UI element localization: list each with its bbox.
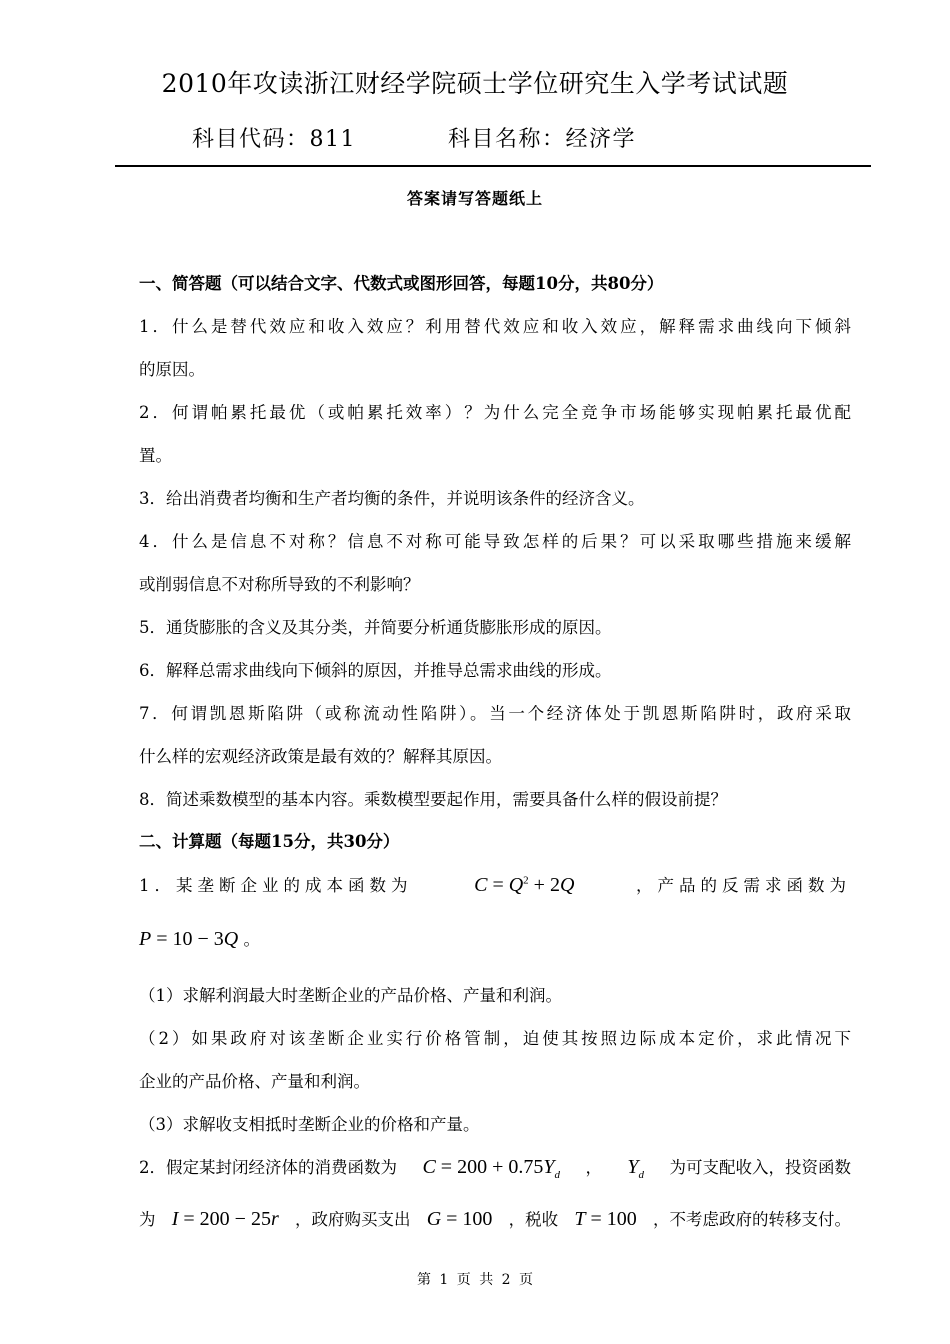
question-8: 8．简述乘数模型的基本内容。乘数模型要起作用，需要具备什么样的假设前提？ — [139, 790, 727, 809]
calc-2-line2 — [139, 1206, 851, 1231]
calc-2-mid2: 为可支配收入，投资函数 — [669, 1158, 851, 1177]
calc-1-sub1: （1）求解利润最大时垄断企业的产品价格、产量和利润。 — [139, 986, 562, 1005]
footer-prefix: 第 — [416, 1272, 431, 1288]
calc-2-l2-a: 为 — [139, 1210, 156, 1229]
calc-2-l2-b: ，政府购买支出 — [294, 1210, 411, 1229]
calc-1-mid: ，产品的反需求函数为 — [636, 876, 851, 895]
question-2-line2: 置。 — [139, 446, 172, 465]
calc-1-line1 — [139, 872, 851, 897]
section1-heading: 一、简答题（可以结合文字、代数式或图形回答，每题10分，共80分） — [139, 274, 664, 293]
inverse-demand-formula: P = 10 − 3Q — [139, 928, 239, 950]
question-1-line1: 1．什么是替代效应和收入效应？利用替代效应和收入效应，解释需求曲线向下倾斜 — [139, 317, 851, 336]
question-4-line1: 4．什么是信息不对称？信息不对称可能导致怎样的后果？可以采取哪些措施来缓解 — [139, 532, 851, 551]
footer-total-prefix: 共 — [479, 1272, 494, 1288]
calc-2-mid1: ， — [585, 1158, 602, 1177]
page-footer — [0, 1269, 950, 1289]
footer-total-pages: 2 — [501, 1272, 511, 1288]
question-5: 5．通货膨胀的含义及其分类，并简要分析通货膨胀形成的原因。 — [139, 618, 612, 637]
subject-name: 科目名称：经济学 — [448, 127, 637, 152]
footer-page-label: 页 — [456, 1272, 471, 1288]
question-1-line2: 的原因。 — [139, 360, 205, 379]
question-7-line2: 什么样的宏观经济政策是最有效的？解释其原因。 — [139, 747, 502, 766]
calc-1-end: 。 — [243, 930, 260, 949]
question-3: 3．给出消费者均衡和生产者均衡的条件，并说明该条件的经济含义。 — [139, 489, 645, 508]
question-2-line1: 2．何谓帕累托最优（或帕累托效率）？为什么完全竞争市场能够实现帕累托最优配 — [139, 403, 851, 422]
question-7-line1: 7．何谓凯恩斯陷阱（或称流动性陷阱）。当一个经济体处于凯恩斯陷阱时，政府采取 — [139, 704, 851, 723]
answer-instruction: 答案请写答题纸上 — [406, 189, 543, 208]
question-6: 6．解释总需求曲线向下倾斜的原因，并推导总需求曲线的形成。 — [139, 661, 612, 680]
calc-1-sub3: （3）求解收支相抵时垄断企业的价格和产量。 — [139, 1115, 480, 1134]
calc-1-line2 — [139, 926, 260, 951]
consumption-function-formula: $C = 200 + 0.75Y_d$ — [422, 1156, 560, 1181]
calc-1-sub2-line1: （2）如果政府对该垄断企业实行价格管制，迫使其按照边际成本定价，求此情况下 — [139, 1029, 851, 1048]
calc-1-sub2-line2: 企业的产品价格、产量和利润。 — [139, 1072, 370, 1091]
calc-2-prefix: 2．假定某封闭经济体的消费函数为 — [139, 1158, 397, 1177]
calc-2-line1 — [139, 1154, 851, 1181]
section2-heading: 二、计算题（每题15分，共30分） — [139, 832, 400, 851]
footer-page-number: 1 — [439, 1272, 449, 1288]
calc-2-l2-c: ，税收 — [508, 1210, 559, 1229]
question-4-line2: 或削弱信息不对称所导致的不利影响？ — [139, 575, 420, 594]
header-divider — [115, 165, 871, 167]
disposable-income-symbol: $Y_d$ — [627, 1156, 645, 1181]
page-title: 2010年攻读浙江财经学院硕士学位研究生入学考试试题 — [161, 69, 789, 98]
investment-function-formula: I = 200 − 25r — [171, 1208, 279, 1230]
cost-function-formula: $C = Q^2 + 2Q$ — [474, 874, 575, 896]
calc-1-prefix: 1．某垄断企业的成本函数为 — [139, 876, 413, 895]
tax-formula: T = 100 — [574, 1208, 637, 1230]
subject-code: 科目代码：811 — [192, 127, 356, 152]
calc-2-l2-d: ，不考虑政府的转移支付。 — [652, 1210, 851, 1229]
government-spending-formula: G = 100 — [426, 1208, 493, 1230]
footer-total-label: 页 — [519, 1272, 534, 1288]
